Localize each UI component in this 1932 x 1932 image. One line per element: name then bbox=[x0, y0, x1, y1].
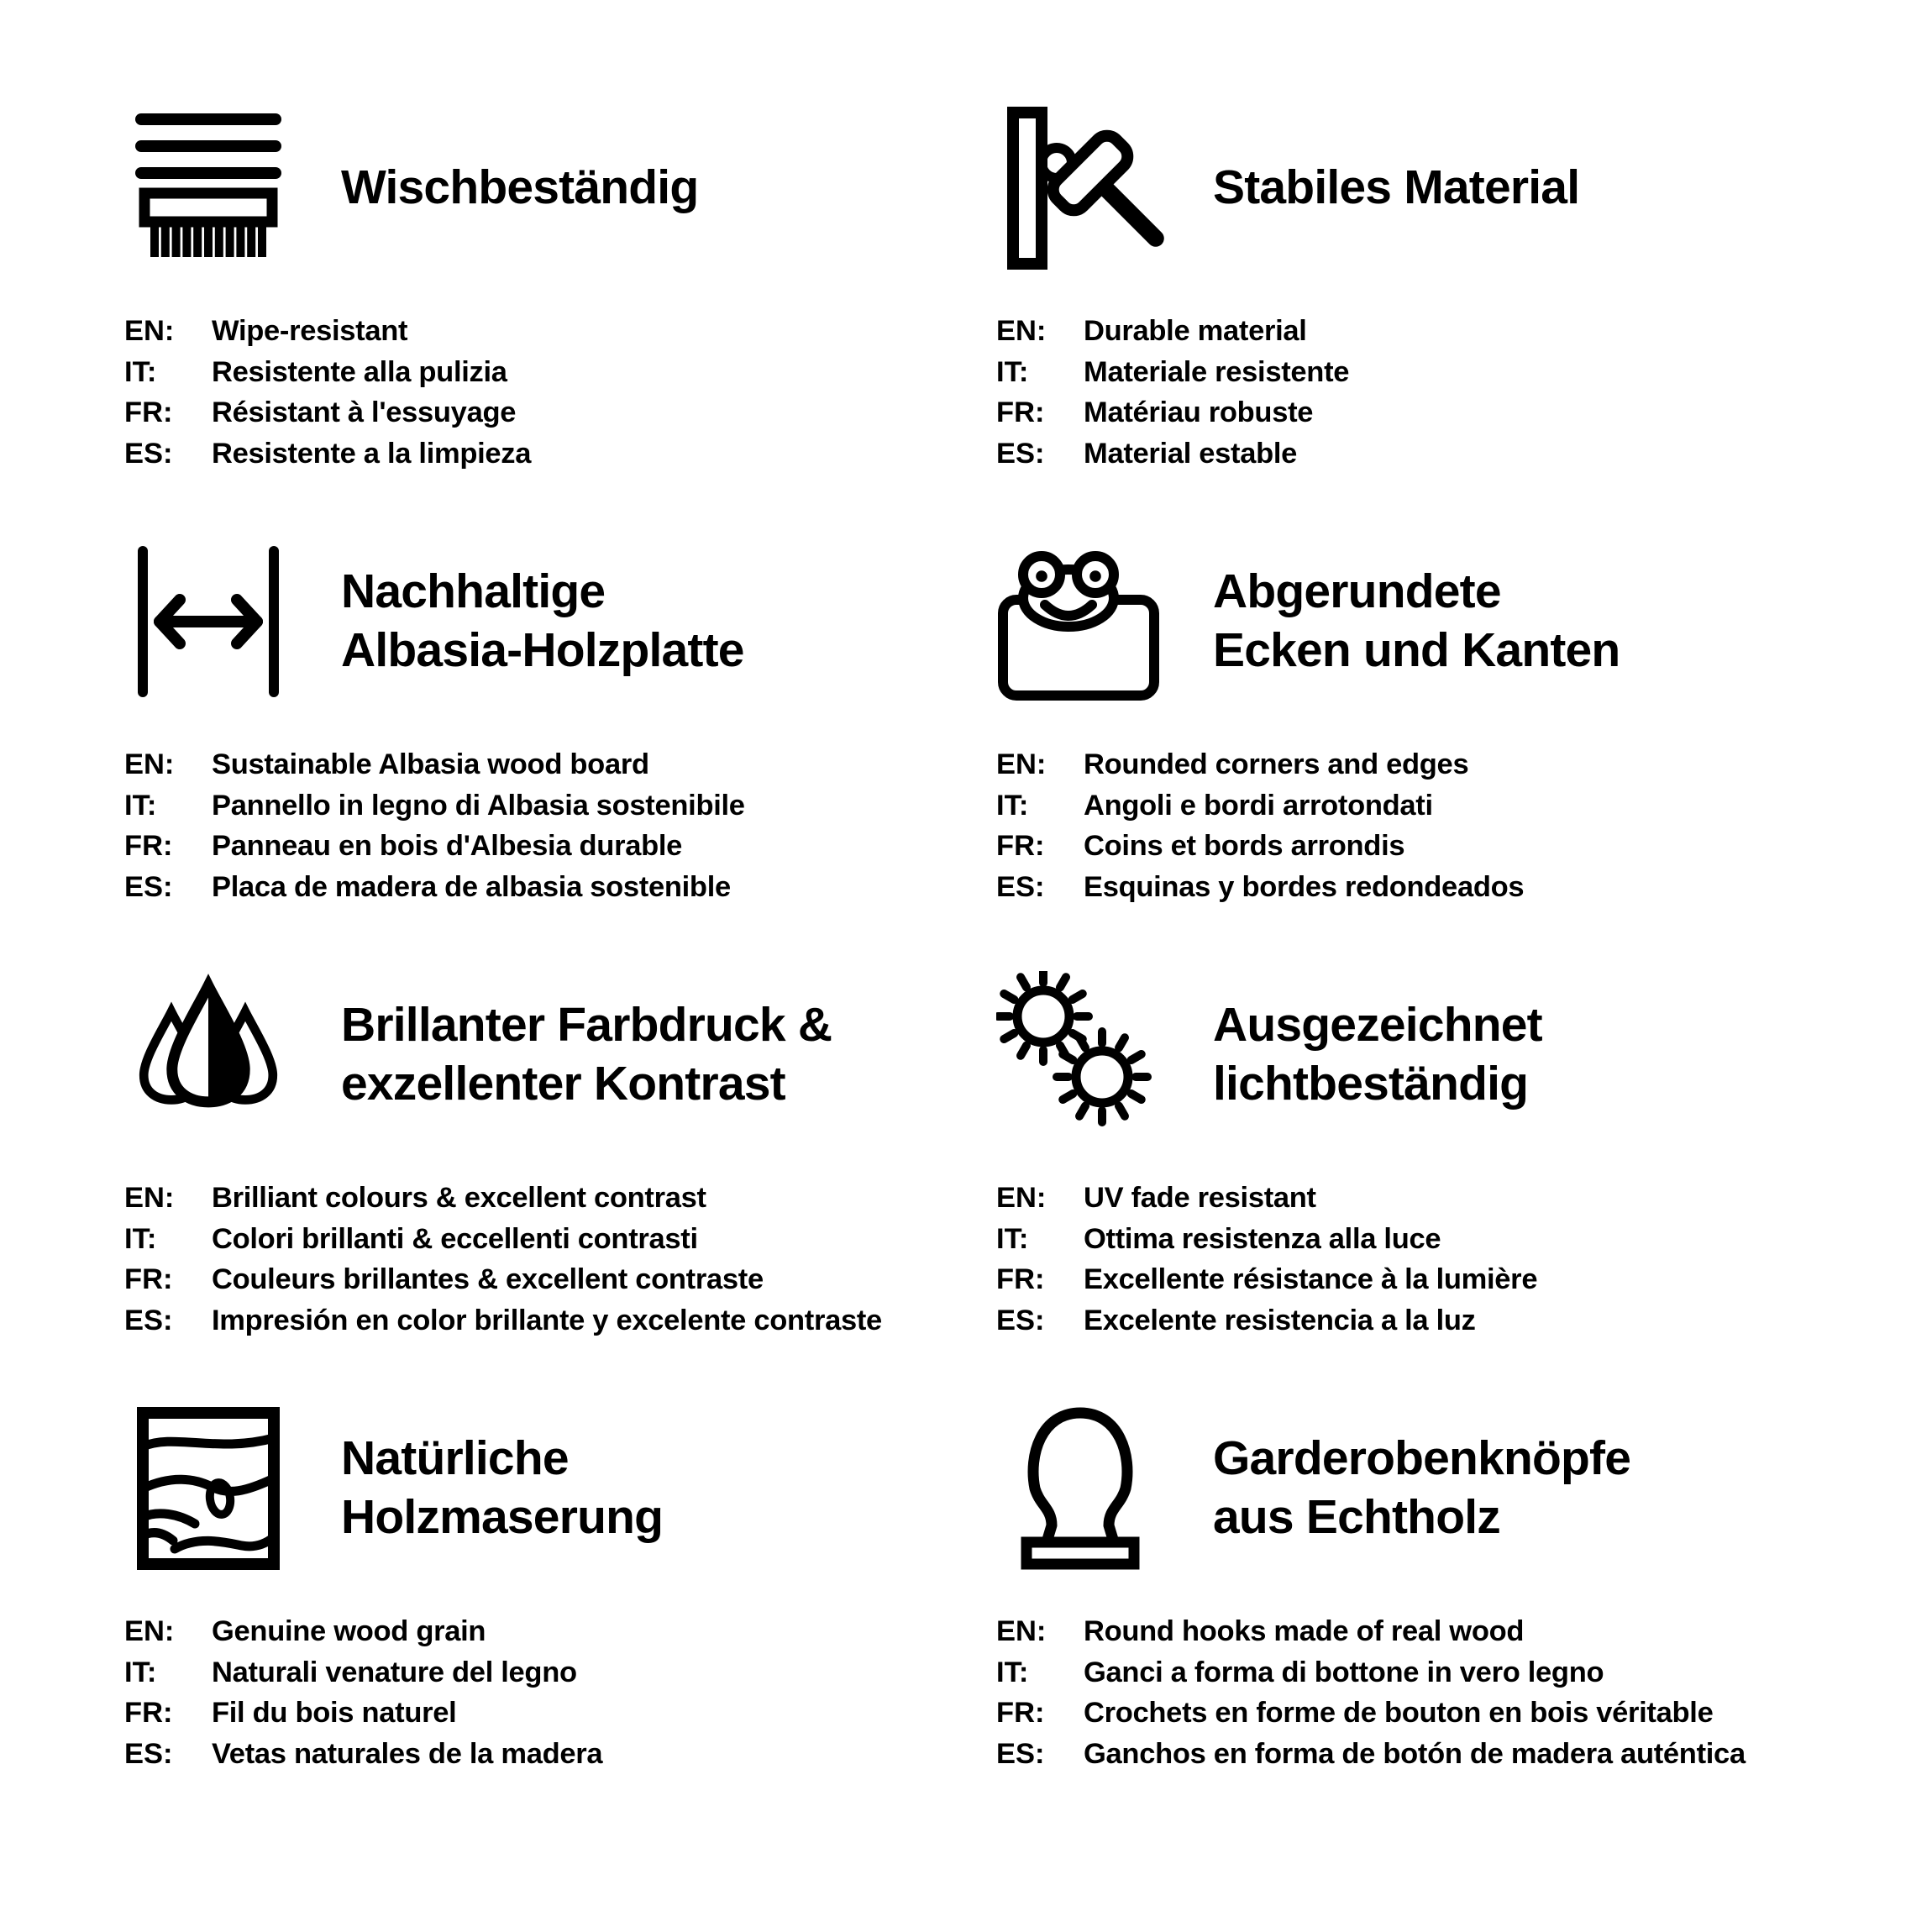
lang-value-en: Round hooks made of real wood bbox=[1084, 1615, 1525, 1647]
translation-row-es bbox=[124, 867, 976, 908]
lang-value-it: Ganci a forma di bottone in vero legno bbox=[1084, 1656, 1604, 1688]
lang-label-fr: FR: bbox=[124, 396, 173, 428]
feature-title-line2: exzellenter Kontrast bbox=[341, 1057, 785, 1110]
feature-title-line1: Nachhaltige bbox=[341, 564, 606, 619]
translation-row-en bbox=[124, 1178, 976, 1219]
feature-title-line2: Ecken und Kanten bbox=[1213, 623, 1620, 677]
ink-drops-icon bbox=[124, 971, 292, 1139]
feature-head bbox=[124, 966, 976, 1144]
feature-title bbox=[1213, 996, 1542, 1113]
lang-value-en: UV fade resistant bbox=[1084, 1182, 1316, 1214]
feature-block-rounded-corners bbox=[996, 533, 1848, 907]
translation-row-fr bbox=[996, 392, 1848, 433]
translation-row-fr bbox=[124, 1693, 976, 1734]
translation-row-it bbox=[996, 352, 1848, 393]
lang-value-it: Naturali venature del legno bbox=[212, 1656, 577, 1688]
lang-label-es: ES: bbox=[124, 1304, 173, 1336]
translation-row-es bbox=[996, 867, 1848, 908]
translation-row-it bbox=[124, 1219, 976, 1260]
feature-block-albasia-board bbox=[124, 533, 976, 907]
translation-list bbox=[124, 1611, 976, 1774]
lang-label-en: EN: bbox=[124, 1615, 175, 1647]
translation-row-en bbox=[124, 311, 976, 352]
lang-label-en: EN: bbox=[996, 1615, 1047, 1647]
translation-row-en bbox=[124, 744, 976, 785]
translation-row-it bbox=[996, 785, 1848, 827]
translation-list bbox=[124, 744, 976, 907]
translation-row-es bbox=[996, 1734, 1848, 1775]
translation-row-en bbox=[996, 1611, 1848, 1652]
lang-value-it: Pannello in legno di Albasia sostenibile bbox=[212, 789, 745, 822]
feature-head bbox=[124, 99, 976, 277]
lang-value-es: Material estable bbox=[1084, 437, 1298, 470]
translation-list bbox=[996, 744, 1848, 907]
feature-title bbox=[341, 563, 744, 680]
lang-label-en: EN: bbox=[996, 1182, 1047, 1214]
translation-row-fr bbox=[996, 1693, 1848, 1734]
lang-value-en: Durable material bbox=[1084, 315, 1307, 347]
lang-label-es: ES: bbox=[996, 437, 1045, 470]
lang-label-it: IT: bbox=[124, 1222, 157, 1255]
lang-label-it: IT: bbox=[124, 1656, 157, 1688]
lang-label-fr: FR: bbox=[996, 1697, 1045, 1729]
feature-block-brilliant-colours bbox=[124, 966, 976, 1341]
translation-row-fr bbox=[124, 826, 976, 867]
lang-label-it: IT: bbox=[996, 1656, 1029, 1688]
lang-label-it: IT: bbox=[996, 355, 1029, 388]
lang-label-en: EN: bbox=[996, 315, 1047, 347]
lang-label-es: ES: bbox=[996, 1304, 1045, 1336]
lang-label-es: ES: bbox=[996, 870, 1045, 903]
feature-title bbox=[1213, 159, 1579, 218]
lang-value-es: Resistente a la limpieza bbox=[212, 437, 532, 470]
feature-head bbox=[124, 533, 976, 711]
frog-rounded-board-icon bbox=[996, 538, 1164, 706]
lang-value-en: Rounded corners and edges bbox=[1084, 748, 1469, 780]
lang-value-es: Placa de madera de albasia sostenible bbox=[212, 870, 731, 903]
translation-row-en bbox=[996, 311, 1848, 352]
translation-list bbox=[996, 1611, 1848, 1774]
lang-value-fr: Couleurs brillantes & excellent contraste bbox=[212, 1263, 764, 1295]
lang-value-fr: Résistant à l'essuyage bbox=[212, 396, 517, 428]
lang-value-it: Resistente alla pulizia bbox=[212, 355, 507, 388]
lang-label-fr: FR: bbox=[996, 830, 1045, 862]
translation-list bbox=[124, 1178, 976, 1341]
translation-row-fr bbox=[124, 1259, 976, 1300]
feature-title-line2: Holzmaserung bbox=[341, 1490, 664, 1544]
feature-title bbox=[341, 1430, 663, 1546]
feature-title bbox=[1213, 563, 1620, 680]
translation-row-it bbox=[124, 785, 976, 827]
feature-title-line2: lichtbeständig bbox=[1213, 1057, 1529, 1110]
feature-head bbox=[996, 533, 1848, 711]
lang-label-it: IT: bbox=[996, 789, 1029, 822]
translation-row-en bbox=[996, 1178, 1848, 1219]
feature-title-line1: Garderobenknöpfe bbox=[1213, 1431, 1631, 1486]
feature-title bbox=[341, 996, 832, 1113]
lang-value-en: Wipe-resistant bbox=[212, 315, 408, 347]
translation-row-fr bbox=[124, 392, 976, 433]
lang-label-it: IT: bbox=[124, 355, 157, 388]
lang-value-fr: Panneau en bois d'Albesia durable bbox=[212, 830, 683, 862]
feature-block-wood-grain bbox=[124, 1399, 976, 1774]
lang-value-fr: Matériau robuste bbox=[1084, 396, 1314, 428]
lang-label-fr: FR: bbox=[124, 1697, 173, 1729]
feature-title-line1: Wischbeständig bbox=[341, 160, 699, 215]
lang-value-es: Vetas naturales de la madera bbox=[212, 1737, 603, 1770]
wipe-brush-icon bbox=[124, 104, 292, 272]
feature-title-line1: Natürliche bbox=[341, 1431, 569, 1486]
feature-head bbox=[124, 1399, 976, 1578]
lang-label-it: IT: bbox=[996, 1222, 1029, 1255]
lang-value-it: Colori brillanti & eccellenti contrasti bbox=[212, 1222, 698, 1255]
feature-title bbox=[1213, 1430, 1630, 1546]
lang-label-es: ES: bbox=[124, 870, 173, 903]
lang-value-es: Excelente resistencia a la luz bbox=[1084, 1304, 1476, 1336]
translation-row-es bbox=[124, 433, 976, 475]
feature-block-wooden-knobs bbox=[996, 1399, 1848, 1774]
lang-value-es: Esquinas y bordes redondeados bbox=[1084, 870, 1525, 903]
feature-block-durable-material bbox=[996, 99, 1848, 474]
lang-value-en: Brilliant colours & excellent contrast bbox=[212, 1182, 706, 1214]
translation-row-es bbox=[124, 1734, 976, 1775]
lang-label-fr: FR: bbox=[124, 1263, 173, 1295]
feature-title-line2: aus Echtholz bbox=[1213, 1490, 1500, 1544]
lang-value-es: Impresión en color brillante y excelente contraste bbox=[212, 1304, 882, 1336]
lang-label-es: ES: bbox=[124, 1737, 173, 1770]
feature-head bbox=[996, 1399, 1848, 1578]
translation-list bbox=[996, 311, 1848, 474]
feature-title-line2: Albasia-Holzplatte bbox=[341, 623, 744, 677]
lang-value-fr: Crochets en forme de bouton en bois véritable bbox=[1084, 1697, 1714, 1729]
translation-row-en bbox=[996, 744, 1848, 785]
lang-label-fr: FR: bbox=[996, 396, 1045, 428]
lang-label-en: EN: bbox=[124, 748, 175, 780]
translation-row-fr bbox=[996, 1259, 1848, 1300]
translation-row-it bbox=[124, 1652, 976, 1693]
lang-value-it: Materiale resistente bbox=[1084, 355, 1350, 388]
lang-label-en: EN: bbox=[124, 315, 175, 347]
translation-row-it bbox=[996, 1219, 1848, 1260]
translation-row-en bbox=[124, 1611, 976, 1652]
translation-row-it bbox=[996, 1652, 1848, 1693]
feature-head bbox=[996, 966, 1848, 1144]
lang-label-fr: FR: bbox=[124, 830, 173, 862]
lang-value-it: Ottima resistenza alla luce bbox=[1084, 1222, 1441, 1255]
uv-suns-icon bbox=[996, 971, 1164, 1139]
lang-label-es: ES: bbox=[996, 1737, 1045, 1770]
translation-row-es bbox=[124, 1300, 976, 1341]
hammer-plank-icon bbox=[996, 104, 1164, 272]
wooden-knob-icon bbox=[996, 1404, 1164, 1572]
lang-label-es: ES: bbox=[124, 437, 173, 470]
lang-value-fr: Fil du bois naturel bbox=[212, 1697, 457, 1729]
feature-head bbox=[996, 99, 1848, 277]
feature-title bbox=[341, 159, 698, 218]
lang-label-fr: FR: bbox=[996, 1263, 1045, 1295]
translation-row-fr bbox=[996, 826, 1848, 867]
lang-value-fr: Excellente résistance à la lumière bbox=[1084, 1263, 1538, 1295]
translation-row-es bbox=[996, 1300, 1848, 1341]
feature-block-uv-resistant bbox=[996, 966, 1848, 1341]
feature-block-wipe-resistant bbox=[124, 99, 976, 474]
lang-value-it: Angoli e bordi arrotondati bbox=[1084, 789, 1433, 822]
feature-title-line1: Abgerundete bbox=[1213, 564, 1501, 619]
lang-label-en: EN: bbox=[124, 1182, 175, 1214]
lang-value-en: Genuine wood grain bbox=[212, 1615, 486, 1647]
lang-value-es: Ganchos en forma de botón de madera auténtica bbox=[1084, 1737, 1746, 1770]
translation-list bbox=[996, 1178, 1848, 1341]
lang-label-en: EN: bbox=[996, 748, 1047, 780]
lang-value-fr: Coins et bords arrondis bbox=[1084, 830, 1405, 862]
translation-row-es bbox=[996, 433, 1848, 475]
feature-title-line1: Ausgezeichnet bbox=[1213, 998, 1542, 1053]
translation-list bbox=[124, 311, 976, 474]
width-measure-arrow-icon bbox=[124, 538, 292, 706]
wood-grain-icon bbox=[124, 1404, 292, 1572]
lang-value-en: Sustainable Albasia wood board bbox=[212, 748, 649, 780]
translation-row-it bbox=[124, 352, 976, 393]
feature-title-line1: Stabiles Material bbox=[1213, 160, 1580, 215]
feature-title-line1: Brillanter Farbdruck & bbox=[341, 998, 832, 1053]
lang-label-it: IT: bbox=[124, 789, 157, 822]
